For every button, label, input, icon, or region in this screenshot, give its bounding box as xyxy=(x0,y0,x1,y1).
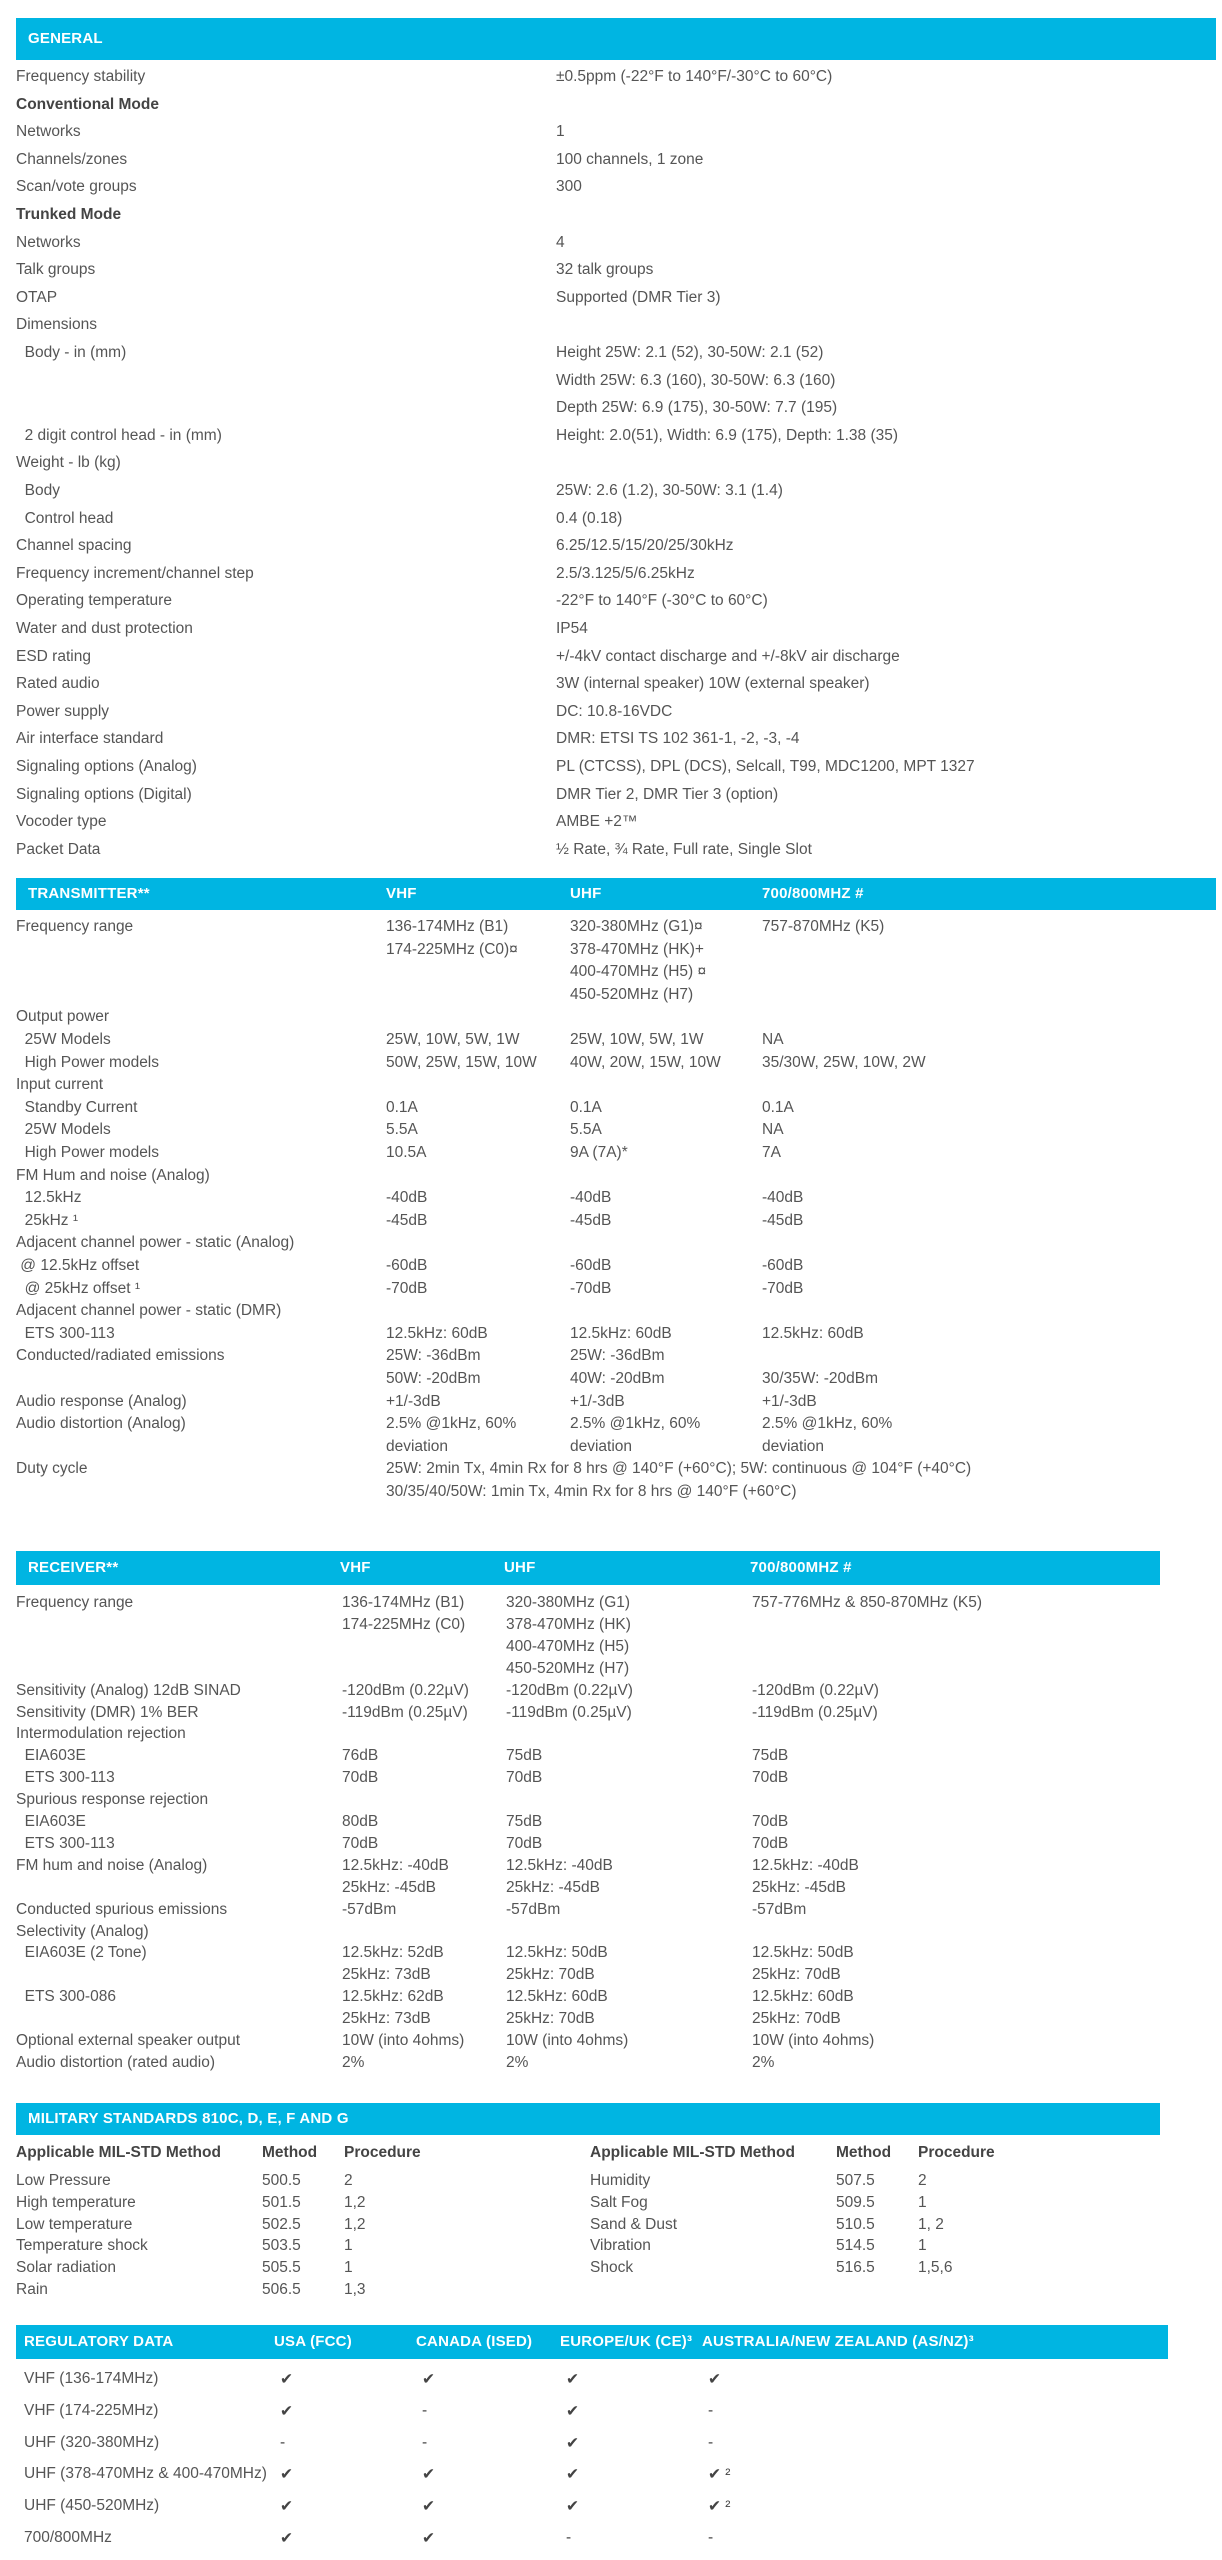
spec-label: Audio response (Analog) xyxy=(16,1392,187,1410)
spec-value: 0.4 (0.18) xyxy=(556,509,623,527)
spec-value: 0.1A xyxy=(762,1098,794,1116)
spec-value: -57dBm xyxy=(342,1900,397,1918)
spec-value: 25W: -36dBm xyxy=(570,1347,665,1365)
test-name: High temperature xyxy=(16,2193,136,2211)
spec-value: 25W: -36dBm xyxy=(386,1347,481,1365)
spec-label: Power supply xyxy=(16,702,110,720)
test-value: 516.5 xyxy=(836,2259,875,2277)
military-header xyxy=(16,2103,1160,2135)
test-name: Salt Fog xyxy=(590,2193,648,2211)
spec-value: 0.1A xyxy=(570,1098,602,1116)
spec-value: 25kHz: 70dB xyxy=(752,1966,841,1984)
spec-value: 75dB xyxy=(506,1747,543,1765)
spec-value: 70dB xyxy=(342,1834,379,1852)
spec-label: Spurious response rejection xyxy=(16,1791,209,1809)
approval-mark: ✔ xyxy=(566,2371,579,2388)
spec-value: 400-470MHz (H5) ¤ xyxy=(570,963,707,981)
test-value: 502.5 xyxy=(262,2215,301,2233)
spec-value: +/-4kV contact discharge and +/-8kV air discharge xyxy=(556,647,900,665)
spec-label: Standby Current xyxy=(16,1098,138,1116)
spec-label: Signaling options (Analog) xyxy=(16,758,197,775)
spec-value: 6.25/12.5/15/20/25/30kHz xyxy=(556,537,734,555)
spec-value: 32 talk groups xyxy=(556,261,654,279)
test-value: 1 xyxy=(918,2237,927,2255)
spec-label: Body xyxy=(16,482,60,499)
spec-value: -40dB xyxy=(570,1189,612,1207)
spec-value: ±0.5ppm (-22°F to 140°F/-30°C to 60°C) xyxy=(556,68,833,85)
spec-label: 2 digit control head - in (mm) xyxy=(16,426,222,444)
spec-value: 76dB xyxy=(342,1747,379,1765)
test-value: 1,2 xyxy=(344,2215,366,2233)
spec-value: 2.5% @1kHz, 60% xyxy=(762,1415,893,1433)
test-name: Low Pressure xyxy=(16,2172,111,2189)
military-col-header: Method xyxy=(262,2144,318,2161)
band-label: VHF (174-225MHz) xyxy=(24,2401,159,2419)
test-value: 506.5 xyxy=(262,2281,301,2298)
spec-label: ETS 300-113 xyxy=(16,1769,115,1787)
spec-value: 12.5kHz: 60dB xyxy=(762,1324,864,1342)
spec-label: Packet Data xyxy=(16,840,101,858)
spec-label: Operating temperature xyxy=(16,592,172,610)
spec-value: 12.5kHz: 60dB xyxy=(752,1988,854,2006)
spec-value: -22°F to 140°F (-30°C to 60°C) xyxy=(556,592,768,610)
test-name: Sand & Dust xyxy=(590,2215,678,2233)
spec-value: 12.5kHz: 60dB xyxy=(570,1324,672,1342)
receiver-col-header: 700/800MHZ # xyxy=(750,1559,852,1576)
test-value: 501.5 xyxy=(262,2193,301,2211)
spec-value: 174-225MHz (C0) xyxy=(342,1615,466,1633)
approval-mark: ✔ xyxy=(422,2530,435,2547)
approval-mark: ✔ xyxy=(566,2498,579,2516)
approval-mark: - xyxy=(422,2401,428,2419)
spec-label: Audio distortion (rated audio) xyxy=(16,2053,216,2071)
spec-label: Selectivity (Analog) xyxy=(16,1922,149,1940)
spec-label: Dimensions xyxy=(16,316,97,334)
spec-value: 25kHz: 73dB xyxy=(342,1966,431,1984)
spec-label: Input current xyxy=(16,1076,104,1094)
spec-value: -119dBm (0.25µV) xyxy=(752,1703,878,1721)
spec-value: 70dB xyxy=(506,1769,543,1787)
spec-label: High Power models xyxy=(16,1053,160,1071)
spec-label: Frequency stability xyxy=(16,68,146,85)
transmitter-col-header: UHF xyxy=(570,885,602,902)
spec-value: -60dB xyxy=(386,1257,428,1274)
spec-value: 300 xyxy=(556,178,582,196)
spec-label: 25W Models xyxy=(16,1031,111,1048)
spec-value: 450-520MHz (H7) xyxy=(506,1659,630,1677)
spec-value: 320-380MHz (G1) xyxy=(506,1594,631,1611)
spec-label: @ 25kHz offset ¹ xyxy=(16,1279,140,1297)
test-value: 505.5 xyxy=(262,2259,301,2277)
spec-label: Vocoder type xyxy=(16,813,107,831)
spec-label: Adjacent channel power - static (Analog) xyxy=(16,1234,295,1252)
spec-value: Height: 2.0(51), Width: 6.9 (175), Depth: 1.38 (35) xyxy=(556,426,899,444)
spec-label: OTAP xyxy=(16,288,58,306)
spec-value: 75dB xyxy=(506,1813,543,1830)
spec-label: Sensitivity (DMR) 1% BER xyxy=(16,1703,199,1721)
spec-value: 25kHz: 70dB xyxy=(752,2010,841,2028)
approval-mark: ✔ xyxy=(280,2530,293,2547)
spec-value: Depth 25W: 6.9 (175), 30-50W: 7.7 (195) xyxy=(556,399,838,417)
spec-value: 757-776MHz & 850-870MHz (K5) xyxy=(752,1594,983,1611)
spec-value: 174-225MHz (C0)¤ xyxy=(386,940,518,958)
spec-value: -60dB xyxy=(762,1257,804,1274)
spec-value: -70dB xyxy=(762,1279,804,1297)
approval-mark: - xyxy=(422,2433,428,2451)
spec-value: 378-470MHz (HK)+ xyxy=(570,940,704,958)
test-value: 1, 2 xyxy=(918,2215,944,2233)
band-label: UHF (450-520MHz) xyxy=(24,2497,160,2515)
test-value: 1,2 xyxy=(344,2193,366,2211)
approval-mark: ✔ xyxy=(422,2466,435,2484)
regulatory-col-header: EUROPE/UK (CE)³ xyxy=(560,2333,693,2350)
transmitter-header xyxy=(16,878,1216,910)
spec-value: 25W, 10W, 5W, 1W xyxy=(386,1031,520,1048)
spec-value: -40dB xyxy=(386,1189,428,1207)
spec-value: 450-520MHz (H7) xyxy=(570,985,694,1003)
spec-value: 12.5kHz: -40dB xyxy=(752,1856,859,1874)
test-value: 2 xyxy=(918,2172,927,2189)
test-value: 2 xyxy=(344,2172,353,2189)
spec-value: 2% xyxy=(342,2053,365,2071)
spec-label: EIA603E (2 Tone) xyxy=(16,1944,147,1962)
spec-label: FM Hum and noise (Analog) xyxy=(16,1166,210,1184)
spec-value: 12.5kHz: 50dB xyxy=(506,1944,608,1962)
spec-label: Frequency range xyxy=(16,918,134,935)
spec-label: Networks xyxy=(16,233,81,251)
spec-value: deviation xyxy=(386,1437,449,1455)
test-value: 500.5 xyxy=(262,2172,301,2189)
test-name: Rain xyxy=(16,2281,48,2298)
spec-value: 2% xyxy=(506,2053,529,2071)
regulatory-col-header: REGULATORY DATA xyxy=(24,2333,174,2350)
spec-label: Optional external speaker output xyxy=(16,2032,241,2049)
general-header xyxy=(16,18,1216,60)
spec-value: NA xyxy=(762,1121,784,1139)
spec-value: -120dBm (0.22µV) xyxy=(752,1681,879,1699)
approval-mark: ✔ ² xyxy=(708,2498,731,2516)
spec-label: Weight - lb (kg) xyxy=(16,454,121,472)
spec-value: 25kHz: 73dB xyxy=(342,2010,431,2028)
spec-value: 378-470MHz (HK) xyxy=(506,1615,631,1633)
spec-value: 25W: 2min Tx, 4min Rx for 8 hrs @ 140°F (+60°C); 5W: continuous @ 104°F (+40°C) xyxy=(386,1460,972,1478)
spec-value: -120dBm (0.22µV) xyxy=(342,1681,469,1699)
spec-value: 100 channels, 1 zone xyxy=(556,150,704,168)
spec-value: NA xyxy=(762,1031,784,1048)
spec-value: -45dB xyxy=(570,1211,612,1229)
spec-value: 70dB xyxy=(752,1834,789,1852)
band-label: UHF (320-380MHz) xyxy=(24,2433,160,2451)
transmitter-col-header: TRANSMITTER** xyxy=(28,885,150,902)
military-col-header: Procedure xyxy=(918,2144,995,2161)
spec-value: -60dB xyxy=(570,1257,612,1274)
spec-label: Trunked Mode xyxy=(16,206,122,223)
spec-value: Width 25W: 6.3 (160), 30-50W: 6.3 (160) xyxy=(556,371,836,389)
spec-label: Output power xyxy=(16,1008,110,1026)
spec-value: 12.5kHz: -40dB xyxy=(342,1856,449,1874)
spec-label: 12.5kHz xyxy=(16,1189,82,1207)
spec-value: AMBE +2™ xyxy=(556,813,638,831)
approval-mark: ✔ xyxy=(280,2498,293,2516)
approval-mark: - xyxy=(708,2433,714,2451)
military-title: MILITARY STANDARDS 810C, D, E, F AND G xyxy=(28,2110,349,2127)
spec-label: ETS 300-086 xyxy=(16,1988,116,2006)
spec-value: 12.5kHz: 52dB xyxy=(342,1944,444,1962)
spec-value: 5.5A xyxy=(386,1121,418,1139)
spec-value: 12.5kHz: 60dB xyxy=(506,1988,608,2006)
spec-label: Talk groups xyxy=(16,261,96,279)
military-col-header: Method xyxy=(836,2144,892,2161)
approval-mark: - xyxy=(708,2529,714,2546)
spec-label: Audio distortion (Analog) xyxy=(16,1415,186,1433)
spec-value: 757-870MHz (K5) xyxy=(762,918,885,935)
approval-mark: ✔ xyxy=(422,2498,435,2516)
spec-label: Air interface standard xyxy=(16,730,164,748)
spec-value: 40W, 20W, 15W, 10W xyxy=(570,1053,721,1071)
spec-value: -45dB xyxy=(762,1211,804,1229)
approval-mark: ✔ xyxy=(566,2402,579,2420)
spec-value: 10W (into 4ohms) xyxy=(342,2032,465,2049)
spec-value: 70dB xyxy=(752,1813,789,1830)
spec-label: Scan/vote groups xyxy=(16,178,137,196)
spec-label: Adjacent channel power - static (DMR) xyxy=(16,1302,282,1320)
test-value: 514.5 xyxy=(836,2237,875,2255)
test-value: 1 xyxy=(344,2237,353,2255)
spec-value: 25kHz: 70dB xyxy=(506,2010,595,2028)
spec-value: +1/-3dB xyxy=(386,1392,441,1410)
approval-mark: - xyxy=(566,2529,572,2546)
spec-value: 10.5A xyxy=(386,1144,427,1161)
spec-value: 25W: 2.6 (1.2), 30-50W: 3.1 (1.4) xyxy=(556,482,783,499)
spec-label: Body - in (mm) xyxy=(16,344,127,361)
spec-label: Networks xyxy=(16,123,81,141)
receiver-col-header: UHF xyxy=(504,1559,536,1576)
spec-label: Conventional Mode xyxy=(16,95,159,113)
test-name: Low temperature xyxy=(16,2215,133,2233)
spec-value: 5.5A xyxy=(570,1121,602,1139)
regulatory-header xyxy=(16,2325,1168,2359)
test-value: 509.5 xyxy=(836,2193,875,2211)
spec-value: 50W, 25W, 15W, 10W xyxy=(386,1053,537,1071)
general-title: GENERAL xyxy=(28,30,103,47)
spec-value: +1/-3dB xyxy=(570,1392,625,1410)
spec-label: Conducted spurious emissions xyxy=(16,1900,228,1918)
spec-value: 2.5% @1kHz, 60% xyxy=(570,1415,701,1433)
spec-value: deviation xyxy=(570,1437,633,1455)
spec-value: 40W: -20dBm xyxy=(570,1370,665,1387)
spec-label: EIA603E xyxy=(16,1813,86,1830)
spec-value: -120dBm (0.22µV) xyxy=(506,1681,633,1699)
spec-label: FM hum and noise (Analog) xyxy=(16,1856,208,1874)
spec-value: -57dBm xyxy=(506,1900,561,1918)
band-label: VHF (136-174MHz) xyxy=(24,2370,159,2387)
spec-value: Supported (DMR Tier 3) xyxy=(556,288,721,306)
receiver-col-header: VHF xyxy=(340,1559,371,1576)
band-label: 700/800MHz xyxy=(24,2529,112,2546)
military-col-header: Procedure xyxy=(344,2144,421,2161)
spec-label: Water and dust protection xyxy=(16,620,193,637)
test-name: Shock xyxy=(590,2259,634,2277)
spec-value: 25kHz: -45dB xyxy=(752,1878,846,1896)
spec-value: 7A xyxy=(762,1144,781,1161)
approval-mark: ✔ xyxy=(280,2466,293,2484)
spec-label: Sensitivity (Analog) 12dB SINAD xyxy=(16,1681,241,1699)
spec-value: 35/30W, 25W, 10W, 2W xyxy=(762,1053,926,1071)
spec-value: 25kHz: -45dB xyxy=(506,1878,600,1896)
spec-value: 70dB xyxy=(342,1769,379,1787)
spec-label: Frequency increment/channel step xyxy=(16,564,254,582)
approval-mark: ✔ xyxy=(708,2371,721,2388)
spec-label: Conducted/radiated emissions xyxy=(16,1347,225,1365)
spec-value: ½ Rate, ¾ Rate, Full rate, Single Slot xyxy=(556,840,812,858)
spec-label: Control head xyxy=(16,509,114,527)
spec-value: Height 25W: 2.1 (52), 30-50W: 2.1 (52) xyxy=(556,344,824,361)
spec-value: DMR: ETSI TS 102 361-1, -2, -3, -4 xyxy=(556,730,800,748)
spec-value: -119dBm (0.25µV) xyxy=(506,1703,632,1721)
spec-label: ETS 300-113 xyxy=(16,1324,115,1342)
spec-label: Rated audio xyxy=(16,675,100,693)
spec-label: EIA603E xyxy=(16,1747,86,1765)
test-value: 510.5 xyxy=(836,2215,875,2233)
approval-mark: - xyxy=(280,2433,286,2451)
spec-value: 30/35W: -20dBm xyxy=(762,1370,879,1387)
spec-label: Signaling options (Digital) xyxy=(16,785,192,803)
spec-value: 30/35/40/50W: 1min Tx, 4min Rx for 8 hrs @ 140°F (+60°C) xyxy=(386,1483,797,1500)
spec-value: 136-174MHz (B1) xyxy=(386,918,509,935)
spec-value: DC: 10.8-16VDC xyxy=(556,702,673,720)
spec-value: -40dB xyxy=(762,1189,804,1207)
test-name: Temperature shock xyxy=(16,2237,148,2255)
spec-label: ETS 300-113 xyxy=(16,1834,115,1852)
spec-value: 70dB xyxy=(506,1834,543,1852)
spec-label: Duty cycle xyxy=(16,1460,88,1478)
test-name: Vibration xyxy=(590,2237,651,2255)
spec-value: 50W: -20dBm xyxy=(386,1370,481,1387)
approval-mark: ✔ xyxy=(566,2466,579,2484)
military-col-header: Applicable MIL-STD Method xyxy=(590,2144,795,2161)
spec-label: High Power models xyxy=(16,1144,160,1161)
spec-value: 70dB xyxy=(752,1769,789,1787)
receiver-col-header: RECEIVER** xyxy=(28,1559,119,1576)
spec-value: 2.5/3.125/5/6.25kHz xyxy=(556,564,695,582)
spec-value: 0.1A xyxy=(386,1098,418,1116)
test-value: 1 xyxy=(344,2259,353,2277)
spec-label: ESD rating xyxy=(16,647,91,665)
band-label: UHF (378-470MHz & 400-470MHz) xyxy=(24,2465,267,2483)
transmitter-col-header: 700/800MHZ # xyxy=(762,885,864,902)
spec-value: -45dB xyxy=(386,1211,428,1229)
spec-value: 9A (7A)* xyxy=(570,1144,628,1161)
test-value: 1,5,6 xyxy=(918,2259,953,2277)
test-name: Humidity xyxy=(590,2172,651,2189)
receiver-header xyxy=(16,1551,1160,1585)
spec-value: 4 xyxy=(556,233,565,251)
approval-mark: ✔ xyxy=(280,2402,293,2420)
spec-value: 25W, 10W, 5W, 1W xyxy=(570,1031,704,1048)
test-value: 1,3 xyxy=(344,2281,366,2298)
spec-label: @ 12.5kHz offset xyxy=(16,1257,140,1274)
spec-value: -70dB xyxy=(386,1279,428,1297)
approval-mark: ✔ ² xyxy=(708,2466,731,2484)
spec-value: 12.5kHz: 50dB xyxy=(752,1944,854,1962)
spec-value: 136-174MHz (B1) xyxy=(342,1594,465,1611)
spec-value: 12.5kHz: 60dB xyxy=(386,1324,488,1342)
test-name: Solar radiation xyxy=(16,2259,116,2277)
spec-label: Channels/zones xyxy=(16,150,128,168)
approval-mark: ✔ xyxy=(566,2434,579,2452)
spec-value: -57dBm xyxy=(752,1900,807,1918)
spec-value: 80dB xyxy=(342,1813,379,1830)
regulatory-col-header: AUSTRALIA/NEW ZEALAND (AS/NZ)³ xyxy=(702,2333,974,2350)
transmitter-col-header: VHF xyxy=(386,885,417,902)
spec-value: 2% xyxy=(752,2053,775,2071)
spec-value: 75dB xyxy=(752,1747,789,1765)
spec-label: Intermodulation rejection xyxy=(16,1725,186,1743)
test-value: 503.5 xyxy=(262,2237,301,2255)
spec-value: 3W (internal speaker) 10W (external speaker) xyxy=(556,675,870,693)
spec-value: DMR Tier 2, DMR Tier 3 (option) xyxy=(556,785,779,803)
spec-value: 25kHz: -45dB xyxy=(342,1878,436,1896)
spec-label: 25kHz ¹ xyxy=(16,1211,79,1229)
spec-label: Channel spacing xyxy=(16,537,132,555)
spec-value: deviation xyxy=(762,1437,825,1455)
approval-mark: ✔ xyxy=(422,2371,435,2388)
spec-value: 12.5kHz: 62dB xyxy=(342,1988,444,2006)
regulatory-col-header: CANADA (ISED) xyxy=(416,2333,533,2350)
spec-label: 25W Models xyxy=(16,1121,111,1139)
spec-value: 2.5% @1kHz, 60% xyxy=(386,1415,517,1433)
military-col-header: Applicable MIL-STD Method xyxy=(16,2144,221,2161)
spec-value: -70dB xyxy=(570,1279,612,1297)
spec-value: IP54 xyxy=(556,620,588,637)
spec-value: 400-470MHz (H5) xyxy=(506,1637,630,1655)
spec-value: 320-380MHz (G1)¤ xyxy=(570,918,703,935)
test-value: 1 xyxy=(918,2193,927,2211)
spec-value: PL (CTCSS), DPL (DCS), Selcall, T99, MDC1200, MPT 1327 xyxy=(556,758,975,775)
spec-value: 25kHz: 70dB xyxy=(506,1966,595,1984)
spec-value: 10W (into 4ohms) xyxy=(506,2032,629,2049)
regulatory-col-header: USA (FCC) xyxy=(274,2333,352,2350)
spec-value: +1/-3dB xyxy=(762,1392,817,1410)
test-value: 507.5 xyxy=(836,2172,875,2189)
approval-mark: - xyxy=(708,2401,714,2419)
approval-mark: ✔ xyxy=(280,2371,293,2388)
spec-value: -119dBm (0.25µV) xyxy=(342,1703,468,1721)
spec-label: Frequency range xyxy=(16,1594,134,1611)
spec-value: 10W (into 4ohms) xyxy=(752,2032,875,2049)
spec-value: 12.5kHz: -40dB xyxy=(506,1856,613,1874)
spec-value: 1 xyxy=(556,123,565,141)
